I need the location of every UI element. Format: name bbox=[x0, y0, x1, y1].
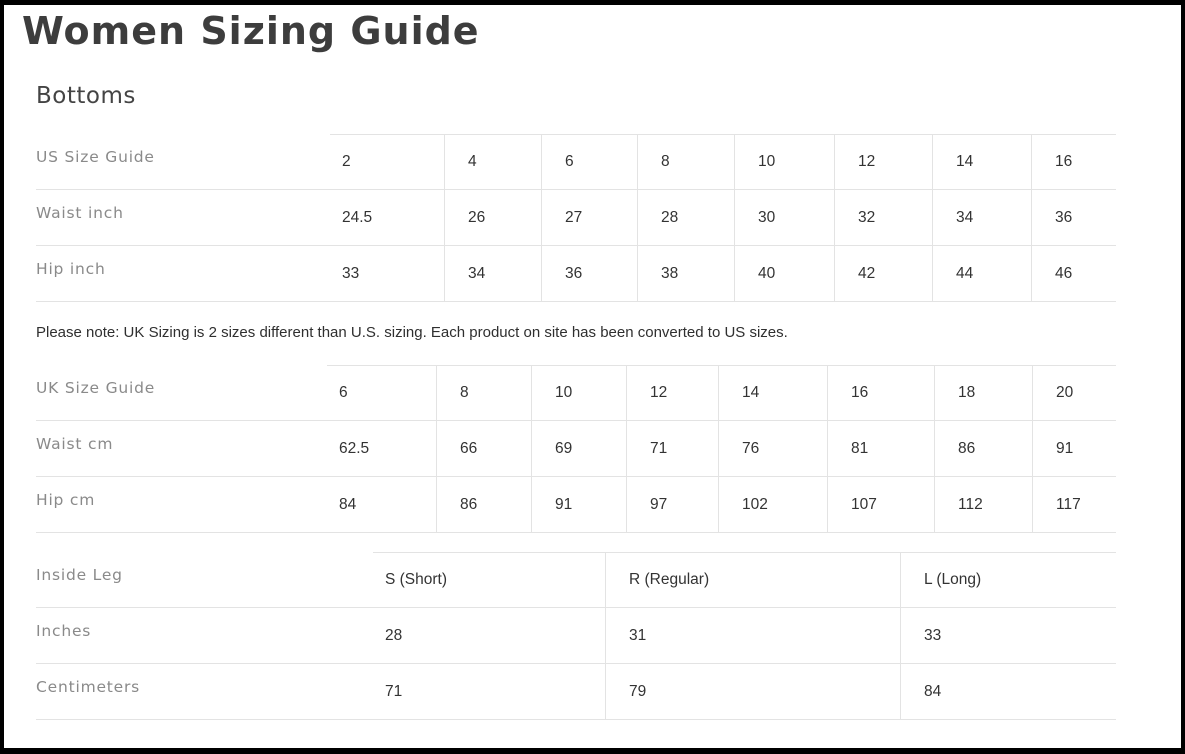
table-cell: 14 bbox=[956, 153, 974, 170]
column-divider bbox=[626, 365, 627, 533]
page-title: Women Sizing Guide bbox=[22, 9, 480, 53]
table-cell: 107 bbox=[851, 496, 877, 513]
table-cell: 91 bbox=[555, 496, 573, 513]
table-cell: 62.5 bbox=[339, 440, 370, 457]
table-cell: 8 bbox=[661, 153, 670, 170]
table-cell: 30 bbox=[758, 209, 776, 226]
column-divider bbox=[637, 134, 638, 302]
table-cell: 42 bbox=[858, 265, 876, 282]
table-cell: 31 bbox=[629, 627, 647, 644]
column-divider bbox=[734, 134, 735, 302]
table-cell: 46 bbox=[1055, 265, 1073, 282]
table-row bbox=[36, 477, 1116, 533]
table-cell: 76 bbox=[742, 440, 760, 457]
row-label: Hip cm bbox=[36, 491, 96, 509]
column-divider bbox=[834, 134, 835, 302]
table-cell: 14 bbox=[742, 384, 760, 401]
table-cell: 32 bbox=[858, 209, 876, 226]
table-cell: 16 bbox=[851, 384, 869, 401]
column-divider bbox=[605, 552, 606, 720]
table-cell: S (Short) bbox=[385, 571, 448, 588]
column-divider bbox=[531, 365, 532, 533]
row-label: Inside Leg bbox=[36, 566, 123, 584]
table-cell: 36 bbox=[1055, 209, 1073, 226]
table-cell: 38 bbox=[661, 265, 679, 282]
column-divider bbox=[934, 365, 935, 533]
table-cell: 86 bbox=[958, 440, 976, 457]
table-cell: 84 bbox=[924, 683, 942, 700]
table-cell: 86 bbox=[460, 496, 478, 513]
table-cell: 34 bbox=[468, 265, 486, 282]
table-row bbox=[36, 664, 1116, 720]
table-cell: 16 bbox=[1055, 153, 1073, 170]
table-row bbox=[36, 608, 1116, 664]
table-cell: 6 bbox=[565, 153, 574, 170]
row-label: Waist inch bbox=[36, 204, 124, 222]
table-cell: 6 bbox=[339, 384, 348, 401]
row-label: US Size Guide bbox=[36, 148, 155, 166]
table-cell: 20 bbox=[1056, 384, 1074, 401]
row-divider bbox=[36, 301, 1116, 302]
inside-leg-table bbox=[36, 552, 1116, 720]
table-cell: 44 bbox=[956, 265, 974, 282]
table-cell: 66 bbox=[460, 440, 478, 457]
table-cell: 28 bbox=[661, 209, 679, 226]
table-cell: 40 bbox=[758, 265, 776, 282]
row-label: Hip inch bbox=[36, 260, 106, 278]
uk-size-table bbox=[36, 365, 1116, 533]
us-size-table bbox=[36, 134, 1116, 302]
uk-sizing-note: Please note: UK Sizing is 2 sizes different than U.S. sizing. Each product on site has been converted to US sizes. bbox=[36, 324, 788, 341]
column-divider bbox=[541, 134, 542, 302]
table-cell: 10 bbox=[555, 384, 573, 401]
column-divider bbox=[444, 134, 445, 302]
table-cell: R (Regular) bbox=[629, 571, 710, 588]
table-row bbox=[36, 552, 1116, 608]
table-row bbox=[36, 246, 1116, 302]
table-cell: 8 bbox=[460, 384, 469, 401]
table-cell: L (Long) bbox=[924, 571, 982, 588]
table-cell: 33 bbox=[924, 627, 942, 644]
row-label: Waist cm bbox=[36, 435, 114, 453]
table-cell: 26 bbox=[468, 209, 486, 226]
column-divider bbox=[436, 365, 437, 533]
table-cell: 12 bbox=[858, 153, 876, 170]
table-cell: 12 bbox=[650, 384, 668, 401]
table-cell: 18 bbox=[958, 384, 976, 401]
row-label: Centimeters bbox=[36, 678, 141, 696]
column-divider bbox=[718, 365, 719, 533]
table-cell: 10 bbox=[758, 153, 776, 170]
row-label: Inches bbox=[36, 622, 92, 640]
section-title-bottoms: Bottoms bbox=[36, 83, 136, 109]
table-row bbox=[36, 134, 1116, 190]
table-cell: 2 bbox=[342, 153, 351, 170]
column-divider bbox=[900, 552, 901, 720]
table-row bbox=[36, 365, 1116, 421]
table-cell: 79 bbox=[629, 683, 647, 700]
row-divider bbox=[36, 532, 1116, 533]
table-cell: 97 bbox=[650, 496, 668, 513]
table-cell: 4 bbox=[468, 153, 477, 170]
table-row bbox=[36, 190, 1116, 246]
table-cell: 28 bbox=[385, 627, 403, 644]
table-cell: 71 bbox=[385, 683, 403, 700]
column-divider bbox=[1031, 134, 1032, 302]
row-divider bbox=[36, 719, 1116, 720]
table-cell: 102 bbox=[742, 496, 768, 513]
table-cell: 34 bbox=[956, 209, 974, 226]
table-row bbox=[36, 421, 1116, 477]
table-cell: 69 bbox=[555, 440, 573, 457]
table-cell: 117 bbox=[1056, 496, 1081, 513]
table-cell: 81 bbox=[851, 440, 869, 457]
column-divider bbox=[827, 365, 828, 533]
table-cell: 84 bbox=[339, 496, 357, 513]
column-divider bbox=[1032, 365, 1033, 533]
table-cell: 91 bbox=[1056, 440, 1074, 457]
table-cell: 112 bbox=[958, 496, 983, 513]
table-cell: 27 bbox=[565, 209, 583, 226]
row-label: UK Size Guide bbox=[36, 379, 156, 397]
table-cell: 33 bbox=[342, 265, 360, 282]
column-divider bbox=[932, 134, 933, 302]
table-cell: 24.5 bbox=[342, 209, 373, 226]
table-cell: 36 bbox=[565, 265, 583, 282]
table-cell: 71 bbox=[650, 440, 668, 457]
